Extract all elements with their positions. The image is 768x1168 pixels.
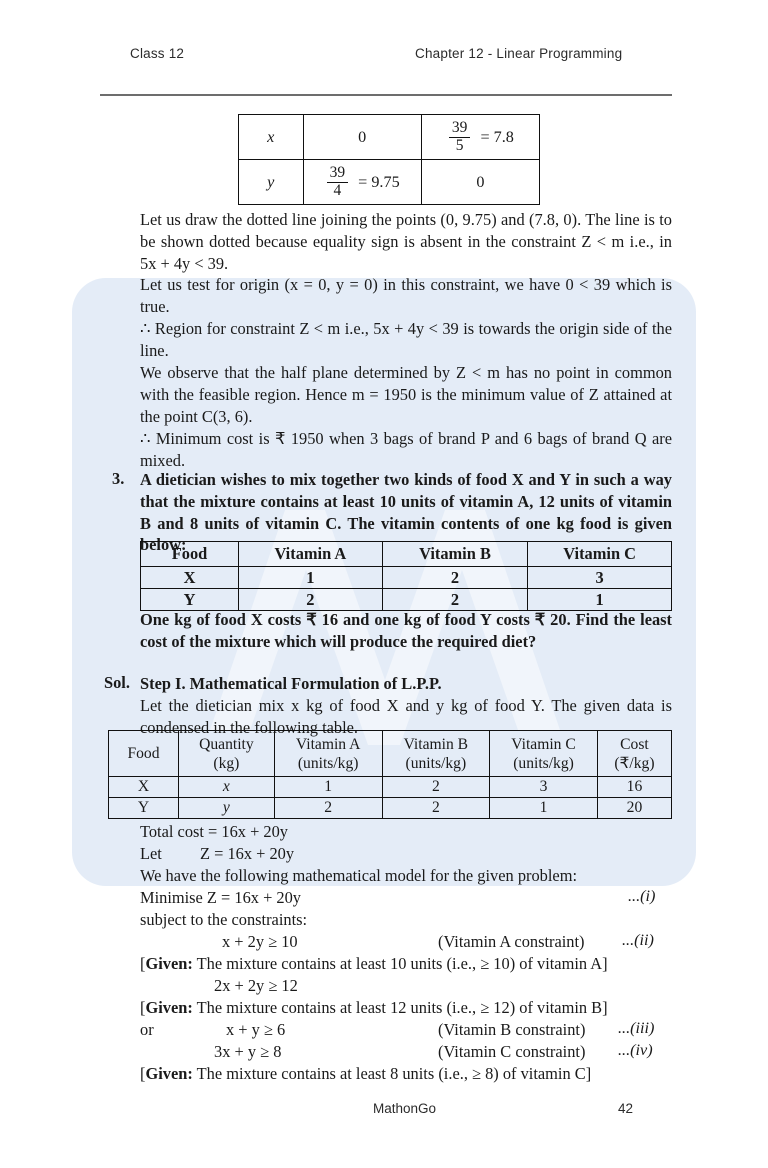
question-3-cost-text: One kg of food X costs ₹ 16 and one kg of food Y costs ₹ 20. Find the least cost of the mixture which will produce the required diet? [140, 610, 672, 651]
vitamin-contents-table [140, 541, 672, 611]
subject-to-line: subject to the constraints: [140, 910, 308, 929]
table-row [141, 589, 672, 611]
header-line-2: (₹/kg) [614, 754, 655, 772]
header-line-2: (units/kg) [405, 754, 467, 772]
header-line-1: Vitamin B [403, 735, 469, 753]
given-label: Given: [145, 998, 193, 1017]
bracket-open: [ [140, 1064, 146, 1083]
fraction-numerator: 39 [329, 164, 346, 182]
total-cost-line: Total cost = 16x + 20y [140, 822, 288, 841]
col-header-cost [597, 731, 671, 777]
header-line-1: Vitamin A [295, 735, 361, 753]
header-divider [100, 94, 672, 96]
header-line-1: Quantity [199, 735, 254, 753]
cell-x-vitamin-c: 3 [490, 777, 598, 798]
constraint-b-expression: x + y ≥ 6 [226, 1020, 286, 1039]
cell-x-col2-equals: = 7.8 [480, 127, 514, 146]
table-header-row [109, 731, 672, 777]
header-line-2: (kg) [213, 754, 240, 772]
paragraph-half-plane: We observe that the half plane determined by Z < m has no point in common with the feasible region. Hence m = 1950 is the minimum value of Z attained at the point C(3, 6). [140, 363, 672, 426]
constraint-b-name: (Vitamin B constraint) [438, 1020, 586, 1039]
cell-food-x: X [109, 777, 179, 798]
constraint-a-expression: x + 2y ≥ 10 [222, 932, 298, 951]
paragraph-dotted-line: Let us draw the dotted line joining the points (0, 9.75) and (7.8, 0). The line is to be shown dotted because equality sign is absent in the constraint Z < m i.e., in 5x + 4y < 39. [140, 210, 672, 273]
col-header-vitamin-c: Vitamin C [528, 542, 672, 567]
cell-y-vitamin-a: 2 [239, 589, 383, 611]
table-row [109, 777, 672, 798]
cell-y-col2: 0 [476, 172, 485, 191]
cell-y-vitamin-c: 1 [528, 589, 672, 611]
equation-ref-iii: ...(iii) [618, 1019, 655, 1037]
bracket-open: [ [140, 954, 146, 973]
let-z-expression: Z = 16x + 20y [200, 844, 295, 863]
table-row [239, 160, 540, 205]
cell-x-vitamin-a: 1 [239, 567, 383, 589]
question-3-text: A dietician wishes to mix together two kinds of food X and Y in such a way that the mixture contains at least 10 units of vitamin A, 12 units of vitamin B and 8 units of vitamin C. The vitamin contents of one kg food is given below: [140, 470, 672, 555]
col-header-vitamin-c [490, 731, 598, 777]
table-header-row [141, 542, 672, 567]
cell-x-col1: 0 [358, 127, 367, 146]
let-word: Let [140, 844, 162, 863]
given-label: Given: [145, 954, 193, 973]
given-label: Given: [145, 1064, 193, 1083]
cell-x-vitamin-b: 2 [382, 567, 528, 589]
header-line-2: (units/kg) [297, 754, 359, 772]
footer-brand: MathonGo [373, 1101, 437, 1116]
table-row [239, 115, 540, 160]
header-class-label: Class 12 [130, 46, 185, 61]
col-header-vitamin-b [382, 731, 490, 777]
given-vitamin-b [140, 997, 608, 1019]
header-line-1: Cost [620, 735, 649, 753]
cell-y-vitamin-b: 2 [382, 798, 490, 819]
col-header-vitamin-b: Vitamin B [382, 542, 528, 567]
col-header-food: Food [109, 731, 179, 777]
intercept-table [238, 114, 540, 205]
cell-x-vitamin-a: 1 [274, 777, 382, 798]
given-vitamin-a-text: The mixture contains at least 10 units (i.e., ≥ 10) of vitamin A] [192, 954, 608, 973]
given-vitamin-a [140, 953, 608, 975]
equation-ref-i: ...(i) [628, 887, 656, 905]
cell-y-label: y [267, 172, 275, 191]
cell-x-label: x [267, 127, 275, 146]
solution-intro: Let the dietician mix x kg of food X and y kg of food Y. The given data is condensed in the following table. [140, 696, 672, 737]
cell-y-vitamin-a: 2 [274, 798, 382, 819]
model-line: We have the following mathematical model for the given problem: [140, 866, 577, 885]
fraction-denominator: 5 [449, 137, 471, 154]
solution-label: Sol. [104, 673, 130, 692]
constraint-b-raw-expression: 2x + 2y ≥ 12 [214, 976, 298, 995]
cell-x-quantity: x [178, 777, 274, 798]
cell-y-vitamin-c: 1 [490, 798, 598, 819]
cell-x-cost: 16 [597, 777, 671, 798]
condensed-data-table [108, 730, 672, 819]
constraint-a-name: (Vitamin A constraint) [438, 932, 585, 951]
header-line-2: (units/kg) [513, 754, 574, 772]
or-word: or [140, 1020, 154, 1039]
header-chapter-label: Chapter 12 - Linear Programming [415, 46, 623, 61]
table-row [109, 798, 672, 819]
cell-y-quantity: y [178, 798, 274, 819]
fraction-denominator: 4 [327, 182, 349, 199]
paragraph-origin-test: Let us test for origin (x = 0, y = 0) in this constraint, we have 0 < 39 which is true. [140, 275, 672, 316]
cell-food-y: Y [141, 589, 239, 611]
cell-x-vitamin-b: 2 [382, 777, 490, 798]
col-header-vitamin-a [274, 731, 382, 777]
given-vitamin-b-text: The mixture contains at least 12 units (i.e., ≥ 12) of vitamin B] [192, 998, 608, 1017]
bracket-open: [ [140, 998, 146, 1017]
cell-food-x: X [141, 567, 239, 589]
cell-y-cost: 20 [597, 798, 671, 819]
col-header-food: Food [141, 542, 239, 567]
minimise-line: Minimise Z = 16x + 20y [140, 888, 301, 907]
cell-y-col1-equals: = 9.75 [358, 172, 400, 191]
given-vitamin-c-text: The mixture contains at least 8 units (i.e., ≥ 8) of vitamin C] [192, 1064, 592, 1083]
question-number-3: 3. [112, 469, 125, 488]
col-header-vitamin-a: Vitamin A [239, 542, 383, 567]
paragraph-minimum-cost: ∴ Minimum cost is ₹ 1950 when 3 bags of brand P and 6 bags of brand Q are mixed. [140, 429, 672, 470]
fraction-39-5 [449, 120, 471, 154]
equation-ref-ii: ...(ii) [622, 931, 654, 949]
col-header-quantity [178, 731, 274, 777]
paragraph-region-constraint: ∴ Region for constraint Z < m i.e., 5x + 4y < 39 is towards the origin side of the line. [140, 319, 672, 360]
cell-food-y: Y [109, 798, 179, 819]
fraction-numerator: 39 [451, 119, 468, 137]
constraint-c-name: (Vitamin C constraint) [438, 1042, 586, 1061]
equation-ref-iv: ...(iv) [618, 1041, 653, 1059]
constraint-c-expression: 3x + y ≥ 8 [214, 1042, 282, 1061]
solution-heading: Step I. Mathematical Formulation of L.P.P. [140, 674, 442, 693]
table-row [141, 567, 672, 589]
footer-page-number: 42 [618, 1101, 634, 1116]
cell-y-vitamin-b: 2 [382, 589, 528, 611]
cell-x-vitamin-c: 3 [528, 567, 672, 589]
fraction-39-4 [327, 165, 349, 199]
header-line-1: Vitamin C [511, 735, 576, 753]
given-vitamin-c [140, 1063, 591, 1085]
